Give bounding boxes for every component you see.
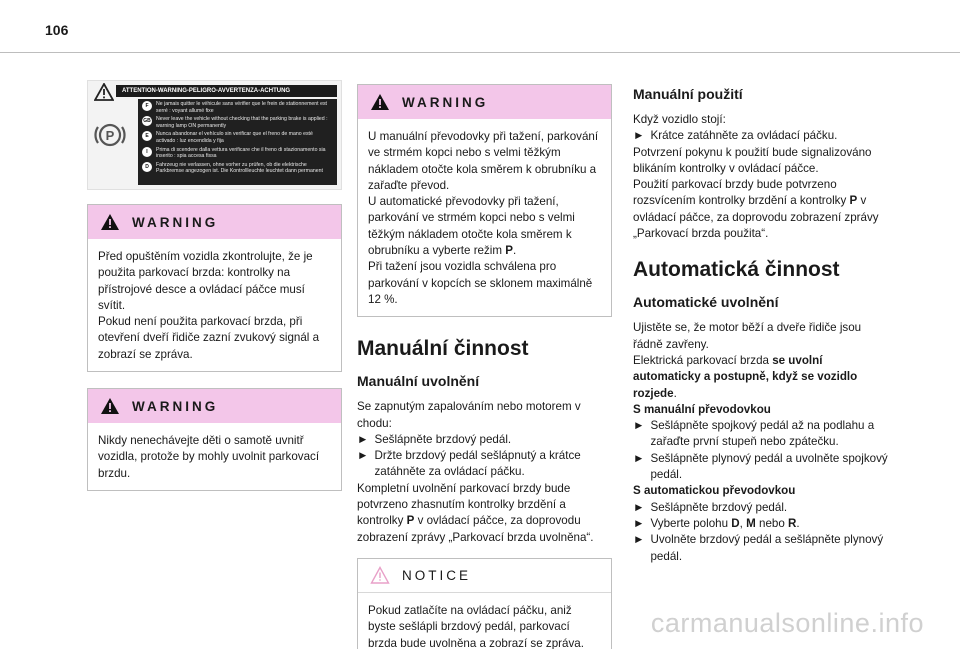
parking-brake-warning-label (87, 80, 342, 190)
section-heading-manual: Manuální činnost (357, 337, 529, 361)
bullet-arrow-icon: ► (633, 451, 645, 465)
warning-title: WARNING (402, 94, 489, 110)
subheading-manual-release: Manuální uvolnění (357, 373, 480, 390)
list-item: ► Vyberte polohu D, M nebo R. (633, 516, 893, 532)
warning-header (358, 85, 611, 119)
label-row: D Fahrzeug nie verlassen, ohne vorher zu prüfen, ob die elektrische Parkbremse angezogen ist. Die Kontrollleuchte leuchtet dann permanent (142, 162, 333, 175)
warning-text: U manuální převodovky při tažení, parkování ve strmém kopci nebo s velmi těžkým nákladem otočte kola směrem k obrubníku a zařaďte převod. U automatické převodovky při tažení, parkování ve strmém kopci nebo s velmi těžkým nákladem otočte kola směrem k obrubníku a vyberte režim P. Při tažení jsou vozidla schválena pro parkování v kopcích se sklonem maximálně 12 %. (368, 130, 599, 306)
parking-brake-icon (94, 119, 126, 151)
warning-text: Před opuštěním vozidla zkontrolujte, že je použita parkovací brzda: kontrolky na přístrojové desce a ovládací páčce musí svítit. Pokud není použita parkovací brzda, při otevření dveří řidiče zazní zvukový signál a zobrazí se zpráva. (98, 250, 320, 361)
warning-triangle-icon (100, 397, 120, 415)
column-left (87, 80, 342, 491)
bullet-arrow-icon: ► (633, 516, 645, 530)
warning-header (88, 389, 341, 423)
label-row: I Prima di scendere dalla vettura verificare che il freno di stazionamento sia inserito : spia accesa fissa (142, 147, 333, 160)
label-row: GB Never leave the vehicle without checking that the parking brake is applied : warning lamp ON permanently (143, 116, 328, 129)
list-item: ► Sešlápněte plynový pedál a uvolněte spojkový pedál. (633, 451, 893, 484)
column-right (633, 86, 893, 565)
label-header: ATTENTION-WARNING-PELIGRO-AVVERTENZA-ACHTUNG (116, 85, 337, 97)
warning-box-2 (87, 388, 342, 491)
label-row: E Nunca abandonar el vehículo sin verificar que el freno de mano esté activado : luz encendida y fija (142, 131, 333, 144)
bullet-arrow-icon: ► (357, 449, 369, 463)
notice-title: NOTICE (402, 567, 472, 583)
notice-text: Pokud zatlačíte na ovládací páčku, aniž byste sešlápli brzdový pedál, parkovací brzda bude uvolněna a zobrazí se zpráva. (368, 603, 584, 649)
list-item: ► Sešlápněte brzdový pedál. (357, 432, 612, 448)
page-number: 106 (45, 22, 69, 38)
watermark: carmanualsonline.info (650, 608, 924, 638)
parking-p-letter: P (105, 128, 115, 143)
section-heading-automatic: Automatická činnost (633, 258, 840, 282)
list-item: ► Sešlápněte brzdový pedál. (633, 500, 893, 516)
bullet-arrow-icon: ► (633, 419, 645, 433)
bullet-arrow-icon: ► (357, 432, 369, 446)
list-item: ► Držte brzdový pedál sešlápnutý a krátce zatáhněte za ovládací páčku. (357, 448, 612, 481)
column-middle (357, 84, 612, 649)
notice-box (357, 558, 612, 649)
warning-triangle-icon (94, 83, 114, 101)
automatic-release-text: Ujistěte se, že motor běží a dveře řidiče jsou řádně zavřeny. Elektrická parkovací brzda se uvolní automaticky a postupně, když se vozidlo rozjede. S manuální převodovkou ► Sešlápněte spojkový pedál až na podlahu a zařaďte první stupeň nebo zpátečku. ► Sešlápněte plynový pedál a uvolněte spojkový pedál. S automatickou převodovkou ► Sešlápněte brzdový pedál. ► Vyberte polohu D, M nebo R. ► Uvolněte brzdový pedál a sešlápněte plynový pedál. (633, 320, 893, 564)
top-rule (0, 52, 960, 53)
warning-text: Nikdy nenechávejte děti o samotě uvnitř vozidla, protože by mohly uvolnit parkovací brzdu. (98, 434, 320, 480)
label-row: F Ne jamais quitter le véhicule sans vérifier que le frein de stationnement est serré : voyant allumé fixe (142, 101, 333, 114)
label-text-panel (138, 99, 337, 185)
subheading-automatic-release: Automatické uvolnění (633, 294, 779, 311)
bullet-arrow-icon: ► (633, 533, 645, 547)
manual-release-text: Se zapnutým zapalováním nebo motorem v chodu: ► Sešlápněte brzdový pedál. ► Držte brzdový pedál sešlápnutý a krátce zatáhněte za ovládací páčku. Kompletní uvolnění parkovací brzdy bude potvrzeno zhasnutím kontrolky brzdění a kontrolky P v ovládací páčce, za doprovodu zobrazení zprávy „Parkovací brzda uvolněna“. (357, 399, 612, 546)
notice-header (358, 559, 611, 593)
warning-triangle-icon (100, 213, 120, 231)
warning-triangle-icon (370, 93, 390, 111)
warning-box-1 (87, 204, 342, 372)
bullet-arrow-icon: ► (633, 129, 645, 143)
warning-title: WARNING (132, 398, 219, 414)
bullet-arrow-icon: ► (633, 500, 645, 514)
list-item: ► Uvolněte brzdový pedál a sešlápněte plynový pedál. (633, 532, 893, 565)
notice-triangle-icon (370, 566, 390, 584)
warning-title: WARNING (132, 214, 219, 230)
warning-header (88, 205, 341, 239)
subheading-manual-use: Manuální použití (633, 86, 743, 102)
manual-use-text: Když vozidlo stojí: ► Krátce zatáhněte za ovládací páčku. Potvrzení pokynu k použití bude signalizováno blikáním kontrolky v ovládací páčce. Použití parkovací brzdy bude potvrzeno rozsvícením kontrolky brzdění a kontrolky P v ovládací páčce, za doprovodu zobrazení zprávy „Parkovací brzda použita“. (633, 112, 893, 242)
warning-box-3 (357, 84, 612, 317)
list-item: ► Sešlápněte spojkový pedál až na podlahu a zařaďte první stupeň nebo zpátečku. (633, 418, 893, 451)
list-item: ► Krátce zatáhněte za ovládací páčku. (633, 128, 893, 144)
